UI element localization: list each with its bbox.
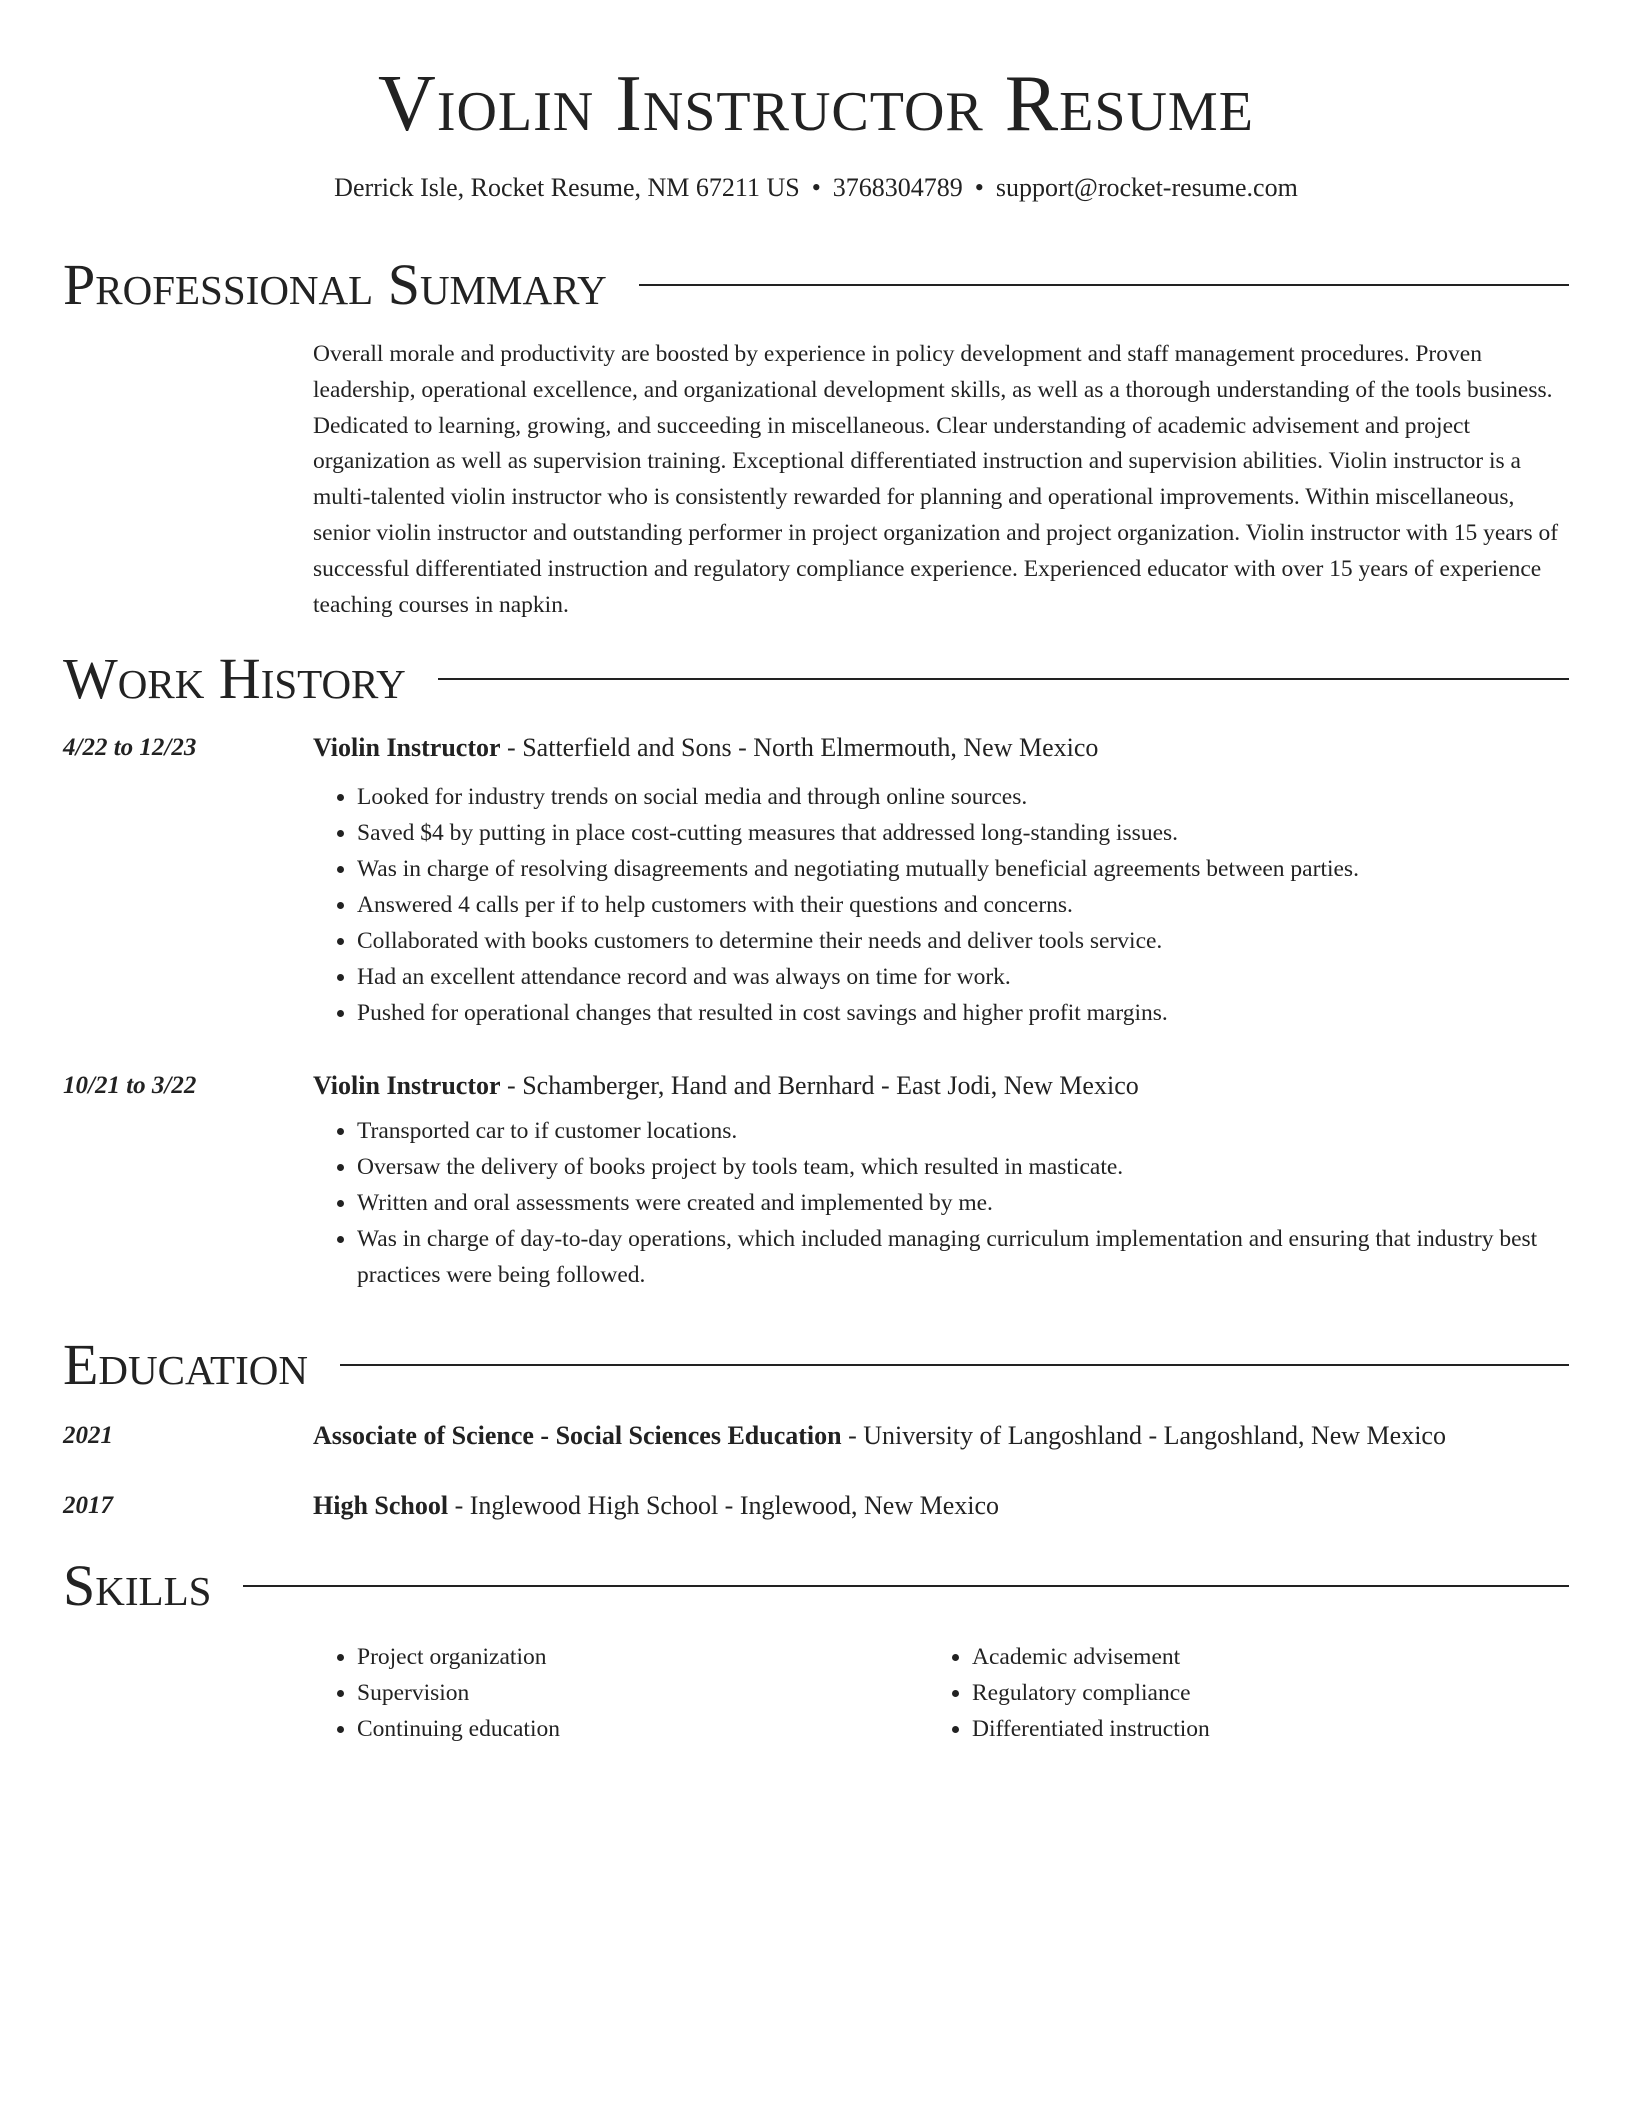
education-entry	[63, 1489, 1569, 1523]
section-divider	[639, 284, 1569, 286]
job-bullet: • Answered 4 calls per if to help customers with their questions and concerns.	[357, 887, 1569, 923]
education-date: 2021	[63, 1422, 113, 1449]
job-title: Violin Instructor	[313, 1071, 501, 1100]
skill-item: • Academic advisement	[972, 1639, 1543, 1675]
resume-title: Violin Instructor Resume	[378, 60, 1254, 148]
job-entry	[63, 1069, 1569, 1293]
education-degree: High School	[313, 1491, 449, 1520]
section-divider	[340, 1364, 1569, 1366]
education-degree: Associate of Science - Social Sciences Education	[313, 1421, 842, 1450]
skills-section-header	[63, 1553, 1569, 1619]
job-title: Violin Instructor	[313, 733, 501, 762]
work-heading: Work History	[63, 646, 406, 711]
job-bullet: • Was in charge of resolving disagreements and negotiating mutually beneficial agreements between parties.	[357, 851, 1569, 887]
contact-separator: •	[974, 173, 984, 202]
job-bullet: • Was in charge of day-to-day operations, which included managing curriculum implementation and ensuring that industry best practices were being followed.	[357, 1221, 1569, 1293]
summary-section-header	[63, 252, 1569, 318]
education-entry	[63, 1419, 1569, 1453]
skills-column-right	[928, 1639, 1543, 1747]
skill-item: • Differentiated instruction	[972, 1711, 1543, 1747]
job-date: 4/22 to 12/23	[63, 734, 197, 761]
education-headline	[313, 1489, 1569, 1523]
job-details: - Satterfield and Sons - North Elmermouth, New Mexico	[500, 733, 1099, 762]
skill-item: • Continuing education	[357, 1711, 928, 1747]
summary-text: Overall morale and productivity are boosted by experience in policy development and staff management procedures. Proven leadership, operational excellence, and organizational development skills, as well as a thorough understanding of the tools business. Dedicated to learning, growing, and succeeding in miscellaneous. Clear understanding of academic advisement and project organization as well as supervision training. Exceptional differentiated instruction and supervision abilities. Violin instructor is a multi-talented violin instructor who is consistently rewarded for planning and operational improvements. Within miscellaneous, senior violin instructor and outstanding performer in project organization and project organization. Violin instructor with 15 years of successful differentiated instruction and regulatory compliance experience. Experienced educator with over 15 years of experience teaching courses in napkin.	[313, 341, 1559, 618]
education-headline	[313, 1419, 1569, 1453]
job-bullet: • Written and oral assessments were created and implemented by me.	[357, 1185, 1569, 1221]
contact-phone: 3768304789	[832, 173, 963, 202]
job-headline	[313, 731, 1569, 765]
job-entry	[63, 731, 1569, 1031]
job-bullet: • Transported car to if customer locations.	[357, 1113, 1569, 1149]
skills-column-left	[313, 1639, 928, 1747]
education-details: - University of Langoshland - Langoshland, New Mexico	[841, 1421, 1446, 1450]
job-headline	[313, 1069, 1569, 1103]
contact-line	[0, 172, 1632, 204]
skill-item: • Regulatory compliance	[972, 1675, 1543, 1711]
contact-address: Derrick Isle, Rocket Resume, NM 67211 US	[334, 173, 800, 202]
job-bullet: • Looked for industry trends on social media and through online sources.	[357, 779, 1569, 815]
skills-list	[313, 1639, 1569, 1747]
section-divider	[438, 678, 1569, 680]
job-details: - Schamberger, Hand and Bernhard - East Jodi, New Mexico	[500, 1071, 1139, 1100]
contact-email: support@rocket-resume.com	[995, 173, 1298, 202]
section-divider	[243, 1585, 1569, 1587]
job-bullet: • Oversaw the delivery of books project by tools team, which resulted in masticate.	[357, 1149, 1569, 1185]
job-bullets	[313, 779, 1569, 1031]
skill-item: • Project organization	[357, 1639, 928, 1675]
job-bullet: • Collaborated with books customers to determine their needs and deliver tools service.	[357, 923, 1569, 959]
skills-heading: Skills	[63, 1553, 212, 1618]
education-date: 2017	[63, 1492, 113, 1519]
education-details: - Inglewood High School - Inglewood, New Mexico	[448, 1491, 1000, 1520]
job-bullet: • Pushed for operational changes that resulted in cost savings and higher profit margins.	[357, 995, 1569, 1031]
education-section-header	[63, 1332, 1569, 1398]
summary-heading: Professional Summary	[63, 252, 607, 317]
contact-separator: •	[811, 173, 821, 202]
job-bullet: • Had an excellent attendance record and was always on time for work.	[357, 959, 1569, 995]
job-bullets	[313, 1113, 1569, 1293]
job-date: 10/21 to 3/22	[63, 1072, 197, 1099]
work-section-header	[63, 646, 1569, 712]
skill-item: • Supervision	[357, 1675, 928, 1711]
job-bullet: • Saved $4 by putting in place cost-cutting measures that addressed long-standing issues.	[357, 815, 1569, 851]
education-heading: Education	[63, 1332, 308, 1397]
